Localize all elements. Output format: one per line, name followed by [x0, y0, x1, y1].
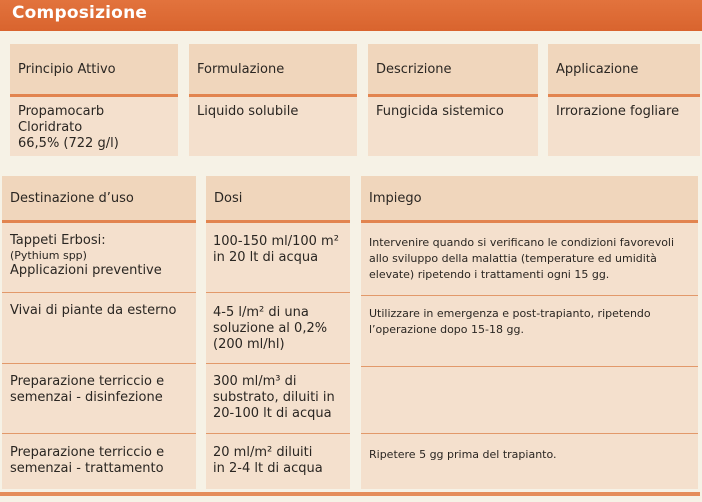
row-separator	[361, 295, 698, 296]
row-separator	[361, 366, 698, 367]
usage-row-doses	[213, 374, 349, 422]
dose-line: 20 ml/m² diluiti	[213, 445, 313, 460]
composition-value	[10, 97, 178, 156]
dose-line: 100-150 ml/100 m²	[213, 234, 339, 249]
composition-heading: Principio Attivo	[10, 44, 178, 97]
usage-header-doses: Dosi	[206, 176, 350, 223]
dose-line: in 20 lt di acqua	[213, 250, 319, 265]
usage-row-use	[369, 448, 697, 462]
usage-row-destination	[10, 374, 196, 406]
row-separator	[2, 363, 196, 364]
destination-line: Applicazioni preventive	[10, 263, 162, 278]
composition-value-line: Liquido solubile	[197, 104, 299, 119]
composition-cell-active-ingredient	[10, 44, 178, 156]
destination-line: Tappeti Erbosi:	[10, 233, 106, 248]
row-separator	[206, 292, 350, 293]
usage-column-destination	[2, 176, 196, 489]
use-line: Utilizzare in emergenza e post-trapianto, ripetendo	[369, 307, 651, 320]
composition-cell-formulation	[189, 44, 357, 156]
composition-heading: Formulazione	[189, 44, 357, 97]
composition-value	[548, 97, 700, 156]
usage-row-destination	[10, 303, 196, 319]
destination-subline: (Pythium spp)	[10, 249, 87, 262]
usage-row-use	[369, 235, 697, 283]
dose-line: (200 ml/hl)	[213, 337, 285, 352]
composition-cell-description	[368, 44, 538, 156]
usage-row-destination	[10, 233, 196, 279]
destination-line: semenzai - disinfezione	[10, 390, 163, 405]
usage-row-doses	[213, 234, 349, 266]
composition-value	[189, 97, 357, 156]
section-title: Composizione	[12, 3, 148, 23]
destination-line: Preparazione terriccio e	[10, 445, 165, 460]
use-line: elevate) ripetendo i trattamenti ogni 15 gg.	[369, 268, 610, 281]
composition-value	[368, 97, 538, 156]
destination-line: Preparazione terriccio e	[10, 374, 165, 389]
use-line: Ripetere 5 gg prima del trapianto.	[369, 448, 557, 461]
destination-line: Vivai di piante da esterno	[10, 303, 177, 318]
composition-heading: Applicazione	[548, 44, 700, 97]
table-bottom-rule	[0, 492, 700, 496]
composition-cell-application	[548, 44, 700, 156]
section-header-bar	[0, 0, 702, 31]
use-line: l’operazione dopo 15-18 gg.	[369, 323, 524, 336]
composition-value-line: 66,5% (722 g/l)	[18, 136, 119, 151]
composition-heading: Descrizione	[368, 44, 538, 97]
use-line: Intervenire quando si verificano le condizioni favorevoli	[369, 236, 675, 249]
usage-header-use: Impiego	[361, 176, 698, 223]
usage-header-destination: Destinazione d’uso	[2, 176, 196, 223]
dose-line: 300 ml/m³ di	[213, 374, 297, 389]
dose-line: 4-5 l/m² di una	[213, 305, 309, 320]
row-separator	[361, 433, 698, 434]
usage-row-doses	[213, 445, 349, 477]
row-separator	[206, 363, 350, 364]
dose-line: in 2-4 lt di acqua	[213, 461, 323, 476]
composition-value-line: Propamocarb Cloridrato	[18, 104, 105, 135]
composition-value-line: Irrorazione fogliare	[556, 104, 680, 119]
composition-value-line: Fungicida sistemico	[376, 104, 504, 119]
row-separator	[2, 292, 196, 293]
use-line: allo sviluppo della malattia (temperature ed umidità	[369, 252, 657, 265]
row-separator	[2, 433, 196, 434]
usage-row-doses	[213, 305, 349, 353]
destination-line: semenzai - trattamento	[10, 461, 164, 476]
dose-line: substrato, diluiti in	[213, 390, 335, 405]
usage-row-destination	[10, 445, 196, 477]
row-separator	[206, 433, 350, 434]
usage-row-use	[369, 306, 697, 338]
dose-line: soluzione al 0,2%	[213, 321, 328, 336]
dose-line: 20-100 lt di acqua	[213, 406, 332, 421]
